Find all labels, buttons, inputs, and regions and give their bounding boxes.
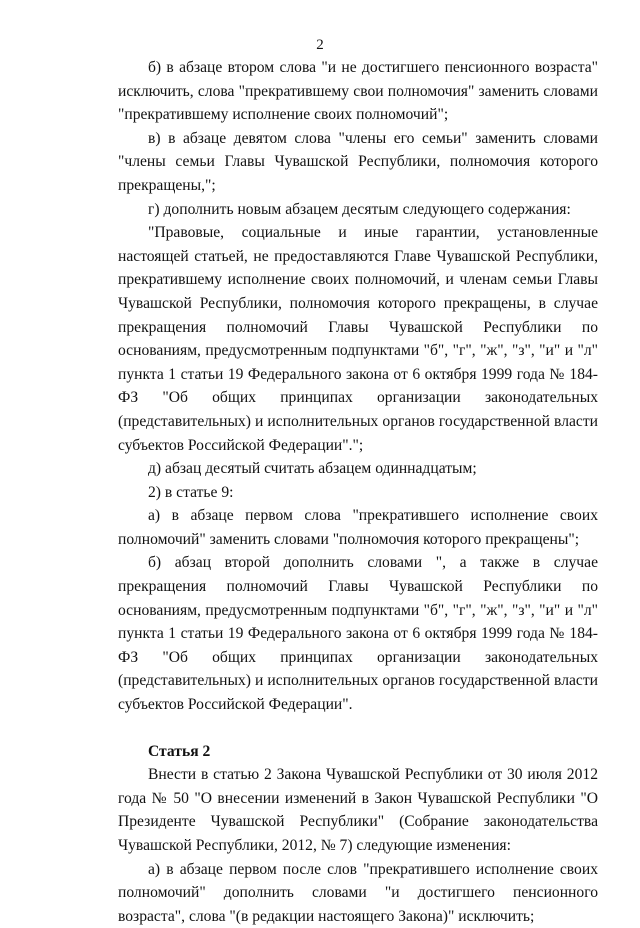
paragraph-new-text: "Правовые, социальные и иные гарантии, установленные настоящей статьей, не предоставляются Главе Чувашской Республики, прекратившему исполнение своих полномочий, и членам семьи Главы Чувашской Республики, полномочия которого прекращены, в случае прекращения полномочий Главы Чувашской Республики по основаниям, предусмотренным подпунктами "б", "г", "ж", "з", "и" и "л" пункта 1 статьи 19 Федерального закона от 6 октября 1999 года № 184-ФЗ "Об общих принципах организации законодательных (представительных) и исполнительных органов государственной власти субъектов Российской Федерации".";: [118, 224, 598, 454]
paragraph-amend-b: б) в абзаце втором слова "и не достигшего пенсионного возраста" исключить, слова "прекратившему свои полномочия" заменить словами "прекратившему исполнение своих полномочий";: [118, 59, 598, 124]
article-intro: Внести в статью 2 Закона Чувашской Республики от 30 июля 2012 года № 50 "О внесении изменений в Закон Чувашской Республики "О Президенте Чувашской Республики" (Собрание законодательства Чувашской Республики, 2012, № 7) следующие изменения:: [118, 766, 598, 854]
page-number: 2: [316, 37, 324, 53]
paragraph-item-2-a: а) в абзаце первом слова "прекратившего исполнение своих полномочий" заменить словами "полномочия которого прекращены";: [118, 507, 598, 548]
article-item-a: а) в абзаце первом после слов "прекратившего исполнение своих полномочий" дополнить словами "и достигшего пенсионного возраста", слова "(в редакции настоящего Закона)" исключить;: [118, 860, 598, 925]
paragraph-item-2: 2) в статье 9:: [148, 483, 234, 501]
document-body: [118, 56, 598, 928]
paragraph-amend-g: г) дополнить новым абзацем десятым следующего содержания:: [148, 200, 571, 218]
article-heading: Статья 2: [148, 742, 211, 760]
paragraph-amend-d: д) абзац десятый считать абзацем одиннадцатым;: [148, 460, 477, 478]
paragraph-item-2-b: б) абзац второй дополнить словами ", а также в случае прекращения полномочий Главы Чувашской Республики по основаниям, предусмотренным подпунктами "б", "г", "ж", "з", "и" и "л" пункта 1 статьи 19 Федерального закона от 6 октября 1999 года № 184-ФЗ "Об общих принципах организации законодательных (представительных) и исполнительных органов государственной власти субъектов Российской Федерации".: [118, 554, 598, 714]
paragraph-amend-v: в) в абзаце девятом слова "члены его семьи" заменить словами "члены семьи Главы Чувашской Республики, полномочия которого прекращены,";: [118, 129, 598, 194]
